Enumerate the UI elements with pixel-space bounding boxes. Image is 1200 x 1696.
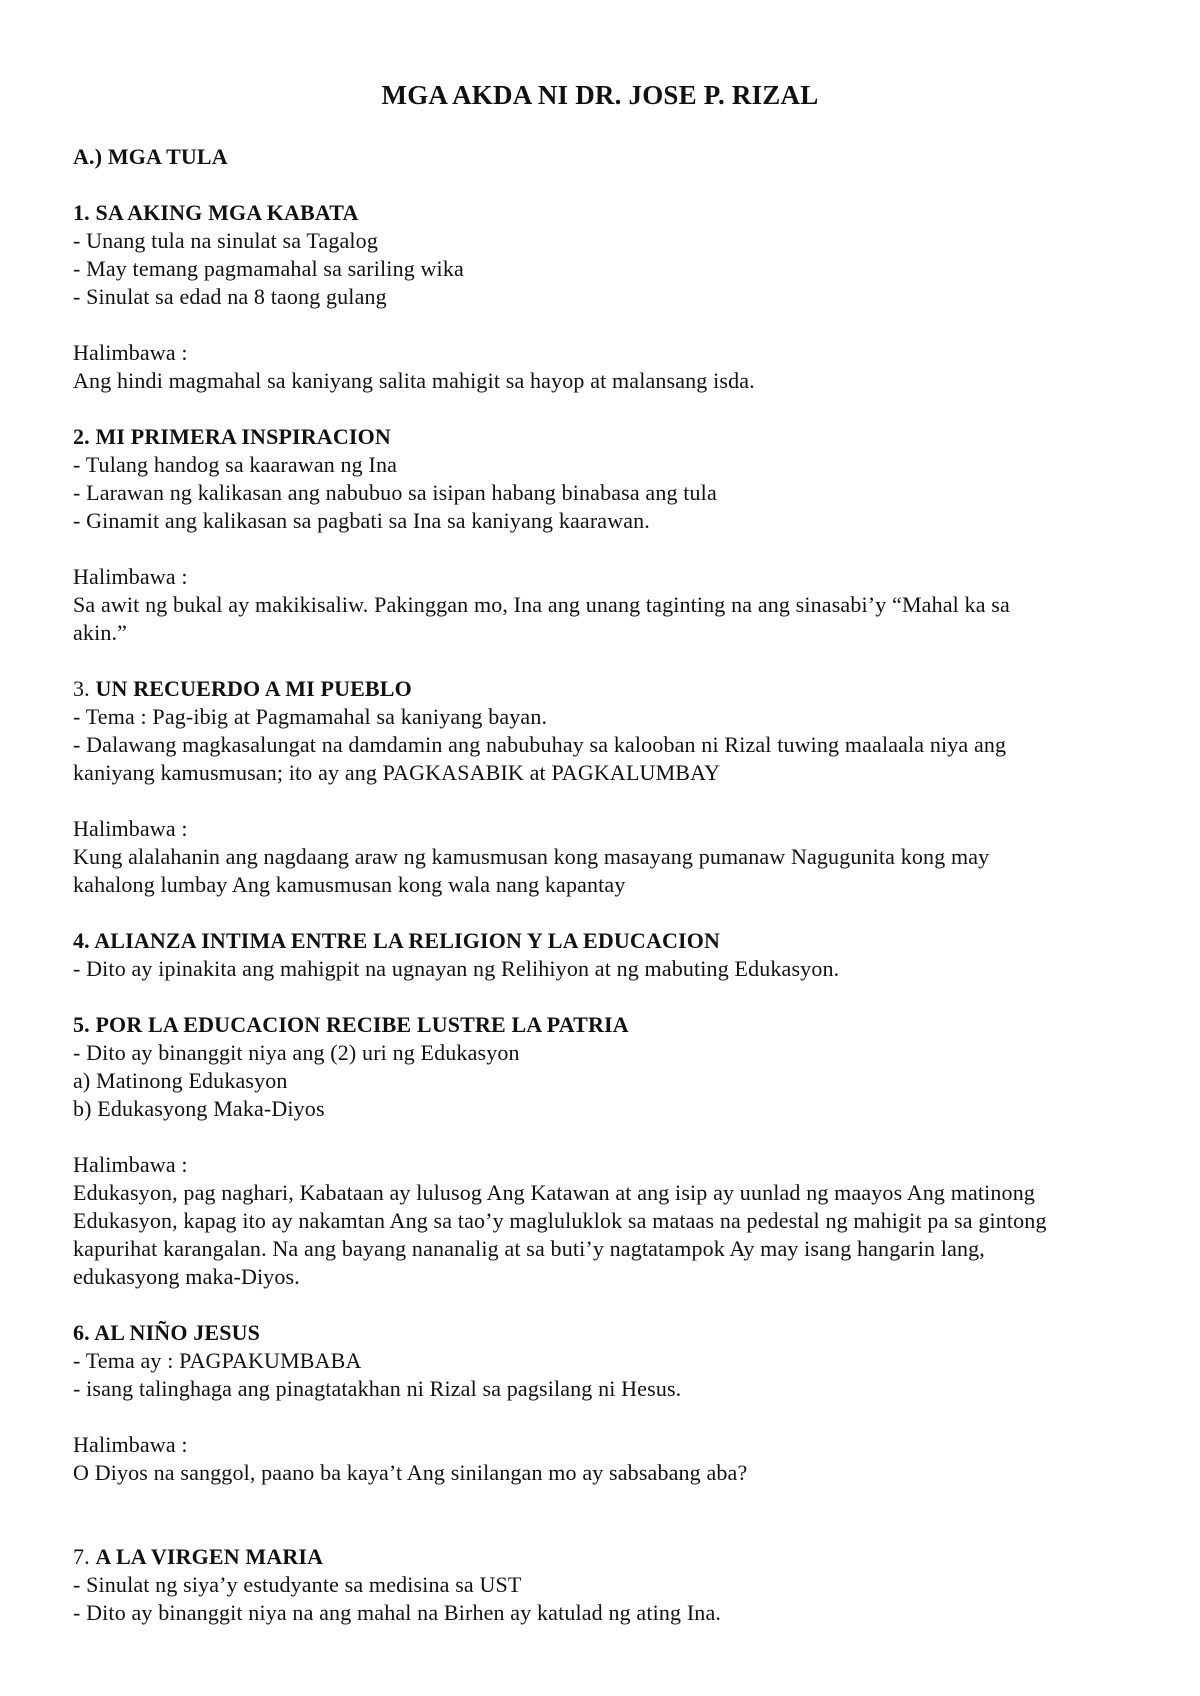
spacer <box>73 1403 1173 1431</box>
example-line: Kung alalahanin ang nagdaang araw ng kamusmusan kong masayang pumanaw Nagugunita kong may <box>73 844 990 869</box>
example-label: Halimbawa : <box>73 816 188 841</box>
poem-title: A LA VIRGEN MARIA <box>95 1544 324 1569</box>
poem-number: 4. <box>73 928 90 953</box>
poem-note: - Tulang handog sa kaarawan ng Ina <box>73 452 398 477</box>
poem-number: 6. <box>73 1320 90 1345</box>
poem-note: - Ginamit ang kalikasan sa pagbati sa Ina sa kaniyang kaarawan. <box>73 508 650 533</box>
poem-note: b) Edukasyong Maka-Diyos <box>73 1096 325 1121</box>
poem-note: - Dito ay binanggit niya ang (2) uri ng Edukasyon <box>73 1040 520 1065</box>
poem-heading <box>73 1543 1173 1571</box>
spacer <box>73 647 1173 675</box>
poem-note: - Larawan ng kalikasan ang nabubuo sa isipan habang binabasa ang tula <box>73 480 717 505</box>
poem-note: - May temang pagmamahal sa sariling wika <box>73 256 464 281</box>
poem-title: ALIANZA INTIMA ENTRE LA RELIGION Y LA EDUCACION <box>94 928 721 953</box>
poem-title: UN RECUERDO A MI PUEBLO <box>95 676 412 701</box>
document-title: MGA AKDA NI DR. JOSE P. RIZAL <box>381 80 819 110</box>
poem-number: 5. <box>73 1012 90 1037</box>
poem-title: SA AKING MGA KABATA <box>95 200 359 225</box>
example-label: Halimbawa : <box>73 564 188 589</box>
document-body <box>73 143 1173 1627</box>
poem-heading <box>73 675 1173 703</box>
example-line: Sa awit ng bukal ay makikisaliw. Pakinggan mo, Ina ang unang taginting na ang sinasabi’y “Mahal ka sa <box>73 592 1010 617</box>
example-line: Ang hindi magmahal sa kaniyang salita mahigit sa hayop at malansang isda. <box>73 368 755 393</box>
poem-note: - Dalawang magkasalungat na damdamin ang nabubuhay sa kalooban ni Rizal tuwing maalaala niya ang <box>73 732 1007 757</box>
poem-heading <box>73 1011 1173 1039</box>
poem-heading <box>73 1319 1173 1347</box>
poem-note: - Dito ay binanggit niya na ang mahal na Birhen ay katulad ng ating Ina. <box>73 1600 722 1625</box>
spacer <box>73 1123 1173 1151</box>
poem-note: - Sinulat sa edad na 8 taong gulang <box>73 284 387 309</box>
section-heading: A.) MGA TULA <box>73 144 228 169</box>
spacer <box>73 787 1173 815</box>
poem-title: POR LA EDUCACION RECIBE LUSTRE LA PATRIA <box>95 1012 629 1037</box>
poem-number: 7. <box>73 1544 90 1569</box>
poem-heading <box>73 927 1173 955</box>
example-line: akin.” <box>73 620 128 645</box>
poem-note: - Sinulat ng siya’y estudyante sa medisina sa UST <box>73 1572 522 1597</box>
poem-number: 2. <box>73 424 90 449</box>
poem-heading <box>73 423 1173 451</box>
poem-note: - isang talinghaga ang pinagtatakhan ni Rizal sa pagsilang ni Hesus. <box>73 1376 682 1401</box>
poem-title: AL NIÑO JESUS <box>94 1320 261 1345</box>
poem-number: 1. <box>73 200 90 225</box>
spacer <box>73 395 1173 423</box>
poem-note: - Tema : Pag-ibig at Pagmamahal sa kaniyang bayan. <box>73 704 548 729</box>
example-label: Halimbawa : <box>73 1432 188 1457</box>
poem-note: a) Matinong Edukasyon <box>73 1068 288 1093</box>
example-line: O Diyos na sanggol, paano ba kaya’t Ang sinilangan mo ay sabsabang aba? <box>73 1460 748 1485</box>
poem-note: kaniyang kamusmusan; ito ay ang PAGKASABIK at PAGKALUMBAY <box>73 760 721 785</box>
poem-heading <box>73 199 1173 227</box>
example-label: Halimbawa : <box>73 340 188 365</box>
spacer <box>73 1291 1173 1319</box>
spacer <box>73 983 1173 1011</box>
example-line: Edukasyon, pag naghari, Kabataan ay lulusog Ang Katawan at ang isip ay uunlad ng maayos Ang matinong <box>73 1180 1036 1205</box>
poem-note: - Unang tula na sinulat sa Tagalog <box>73 228 378 253</box>
example-line: Edukasyon, kapag ito ay nakamtan Ang sa tao’y magluluklok sa mataas na pedestal ng mahigit pa sa gintong <box>73 1208 1047 1233</box>
spacer <box>73 311 1173 339</box>
spacer <box>73 899 1173 927</box>
poem-number: 3. <box>73 676 90 701</box>
spacer <box>73 535 1173 563</box>
example-line: edukasyong maka-Diyos. <box>73 1264 300 1289</box>
example-label: Halimbawa : <box>73 1152 188 1177</box>
example-line: kahalong lumbay Ang kamusmusan kong wala nang kapantay <box>73 872 626 897</box>
spacer <box>73 171 1173 199</box>
poem-note: - Tema ay : PAGPAKUMBABA <box>73 1348 362 1373</box>
poem-title: MI PRIMERA INSPIRACION <box>95 424 391 449</box>
poem-note: - Dito ay ipinakita ang mahigpit na ugnayan ng Relihiyon at ng mabuting Edukasyon. <box>73 956 840 981</box>
example-line: kapurihat karangalan. Na ang bayang nananalig at sa buti’y nagtatampok Ay may isang hangarin lang, <box>73 1236 985 1261</box>
spacer <box>73 1487 1173 1543</box>
